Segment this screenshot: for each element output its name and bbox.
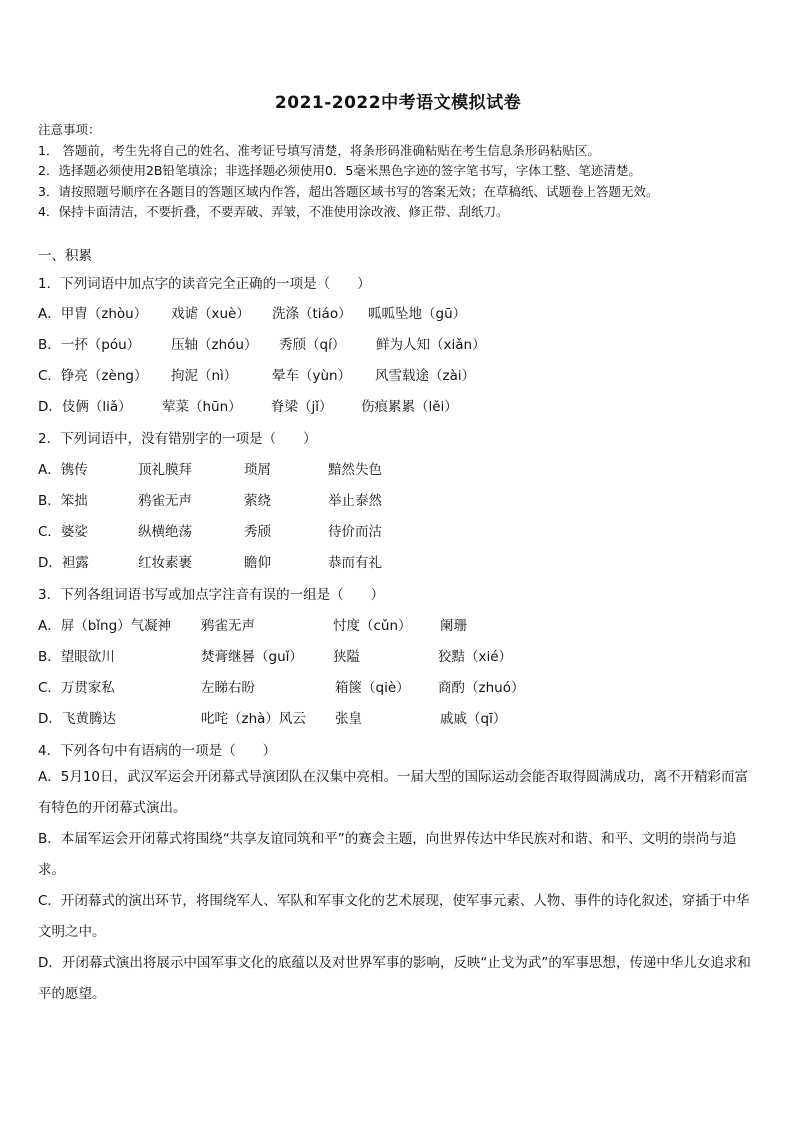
option-term: C．万贯家私: [38, 680, 115, 696]
question-4-option-d: D．开闭幕式演出将展示中国军事文化的底蕴以及对世界军事的影响，反映“止戈为武”的军事思想，传递中华儿女追求和平的愿望。: [38, 955, 751, 1002]
option-term: A．屏（bǐng）气凝神: [38, 618, 172, 634]
option-term: 左睇右盼: [201, 680, 255, 696]
option-term: B．笨拙: [38, 493, 88, 509]
option-term: 拘泥（nì）: [171, 368, 238, 384]
note-item: 4．保持卡面清洁，不要折叠，不要弄破、弄皱，不准使用涂改液、修正带、刮纸刀。: [38, 204, 509, 219]
note-item: 1． 答题前，考生先将自己的姓名、准考证号填写清楚，将条形码准确粘贴在考生信息条形码粘贴区。: [38, 142, 600, 158]
option-term: 戚戚（qī）: [440, 711, 507, 727]
option-term: 戏谑（xuè）: [171, 306, 250, 322]
option-term: 鸦雀无声: [138, 493, 192, 509]
option-term: 呱呱坠地（gū）: [368, 306, 467, 322]
option-term: 秀颀: [244, 524, 271, 540]
option-term: 狡黠（xié）: [438, 649, 513, 665]
option-term: 举止泰然: [328, 493, 382, 509]
option-term: 风雪载途（zài）: [375, 368, 476, 384]
option-term: A．甲胄（zhòu）: [38, 306, 148, 322]
option-term: 焚膏继晷（guǐ）: [201, 649, 303, 665]
question-2-stem: 2．下列词语中，没有错别字的一项是（ ）: [38, 431, 317, 447]
option-term: A．镌传: [38, 462, 88, 478]
option-term: 压轴（zhóu）: [171, 337, 258, 353]
notes-heading: 注意事项：: [38, 122, 101, 137]
option-term: 顶礼膜拜: [138, 462, 192, 478]
question-3-stem: 3．下列各组词语书写或加点字注音有误的一组是（ ）: [38, 587, 385, 603]
question-4-option-c: C．开闭幕式的演出环节，将围绕军人、军队和军事文化的艺术展现，使军事元素、人物、事件的诗化叙述，穿插于中华文明之中。: [38, 893, 750, 940]
notes-block: [38, 120, 758, 223]
option-term: 叱咤（zhà）风云: [201, 711, 306, 727]
option-term: 鲜为人知（xiǎn）: [376, 337, 486, 353]
option-term: 伤痕累累（lěi）: [361, 399, 458, 415]
option-term: 商酌（zhuó）: [438, 680, 525, 696]
option-term: 脊梁（jǐ）: [271, 399, 333, 415]
page-title: 2021-2022中考语文模拟试卷: [274, 93, 522, 113]
section-heading: 一、积累: [38, 248, 92, 264]
option-term: 秀颀（qí）: [279, 337, 346, 353]
note-item: 2．选择题必须使用2B铅笔填涂；非选择题必须使用0．5毫米黑色字迹的签字笔书写，字体工整、笔迹清楚。: [38, 163, 641, 178]
option-term: 洗涤（tiáo）: [272, 306, 352, 322]
question-4-option-a: A．5月10日，武汉军运会开闭幕式导演团队在汉集中亮相。一届大型的国际运动会能否取得圆满成功，离不开精彩而富有特色的开闭幕式演出。: [38, 769, 749, 816]
option-term: 晕车（yùn）: [272, 368, 352, 384]
question-1-stem: 1．下列词语中加点字的读音完全正确的一项是（ ）: [38, 276, 371, 292]
option-term: D．袒露: [38, 555, 89, 571]
option-term: 恭而有礼: [328, 555, 382, 571]
option-term: D．伎俩（liǎ）: [38, 399, 132, 415]
option-term: 狭隘: [333, 649, 360, 665]
option-term: 红妆素裹: [138, 555, 192, 571]
option-term: 琐屑: [244, 462, 271, 478]
option-term: 张皇: [335, 711, 362, 727]
exam-page: [38, 0, 758, 1123]
option-term: B．望眼欲川: [38, 649, 115, 665]
option-term: 箱箧（qiè）: [335, 680, 410, 696]
option-term: D．飞黄腾达: [38, 711, 116, 727]
option-term: 纵横绝荡: [138, 524, 192, 540]
option-term: 待价而沽: [328, 524, 382, 540]
option-term: 忖度（cǔn）: [333, 618, 412, 634]
option-term: B．一抔（póu）: [38, 337, 141, 353]
question-4-stem: 4．下列各句中有语病的一项是（ ）: [38, 743, 277, 759]
option-term: 瞻仰: [244, 555, 271, 571]
option-term: C．婆娑: [38, 524, 88, 540]
option-term: 黯然失色: [328, 462, 382, 478]
option-term: 鸦雀无声: [201, 618, 255, 634]
option-term: 萦绕: [244, 493, 271, 509]
option-term: 阑珊: [440, 618, 467, 634]
option-term: 荤菜（hūn）: [162, 399, 242, 415]
question-4-option-b: B．本届军运会开闭幕式将围绕“共享友谊同筑和平”的赛会主题，向世界传达中华民族对和谐、和平、文明的崇尚与追求。: [38, 831, 737, 878]
note-item: 3．请按照题号顺序在各题目的答题区域内作答，超出答题区域书写的答案无效；在草稿纸、试题卷上答题无效。: [38, 183, 659, 199]
option-term: C．铮亮（zèng）: [38, 368, 148, 384]
